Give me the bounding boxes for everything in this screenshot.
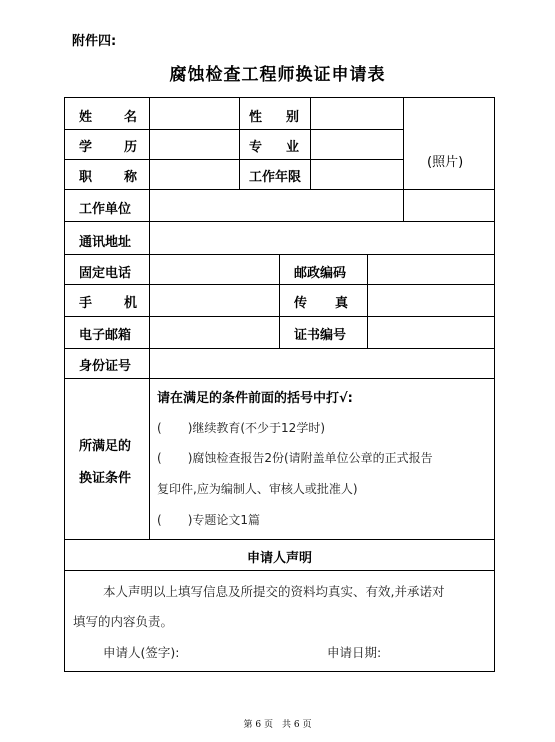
attachment-label: 附件四: bbox=[72, 34, 117, 49]
declaration-heading: 申请人声明 bbox=[246, 551, 312, 566]
applicant-signature-label: 申请人(签字): bbox=[103, 645, 180, 660]
id-no-label: 身份证号 bbox=[79, 359, 132, 374]
address-label: 通讯地址 bbox=[79, 235, 132, 250]
phone-label: 固定电话 bbox=[79, 266, 132, 281]
application-date-label: 申请日期: bbox=[327, 645, 382, 660]
photo-placeholder: (照片) bbox=[427, 155, 464, 170]
condition-item: ( )专题论文1篇 bbox=[157, 513, 261, 527]
cert-no-label: 证书编号 bbox=[294, 328, 347, 343]
job-title-label: 职 称 bbox=[79, 170, 137, 185]
mobile-label: 手 机 bbox=[79, 296, 137, 311]
email-label: 电子邮箱 bbox=[79, 328, 132, 343]
conditions-label-line2: 换证条件 bbox=[79, 471, 132, 486]
condition-item-continuation: 复印件,应为编制人、审核人或批准人) bbox=[157, 482, 358, 496]
postcode-label: 邮政编码 bbox=[294, 266, 347, 281]
form-title: 腐蚀检查工程师换证申请表 bbox=[169, 65, 386, 85]
major-label: 专 业 bbox=[249, 140, 299, 155]
page-footer: 第 6 页 共 6 页 bbox=[243, 720, 312, 730]
conditions-label-line1: 所满足的 bbox=[79, 439, 132, 454]
employer-label: 工作单位 bbox=[79, 202, 132, 217]
education-label: 学 历 bbox=[79, 140, 137, 155]
conditions-instruction: 请在满足的条件前面的括号中打√: bbox=[157, 391, 353, 406]
condition-item: ( )继续教育(不少于12学时) bbox=[157, 421, 326, 435]
gender-label: 性 别 bbox=[249, 110, 299, 125]
declaration-text-line2: 填写的内容负责。 bbox=[73, 614, 174, 629]
work-years-label: 工作年限 bbox=[249, 170, 302, 185]
declaration-text-line1: 本人声明以上填写信息及所提交的资料均真实、有效,并承诺对 bbox=[103, 584, 445, 599]
fax-label: 传 真 bbox=[294, 296, 348, 311]
name-label: 姓 名 bbox=[79, 110, 137, 125]
application-form-table bbox=[64, 97, 495, 672]
condition-item: ( )腐蚀检查报告2份(请附盖单位公章的正式报告 bbox=[157, 451, 433, 465]
